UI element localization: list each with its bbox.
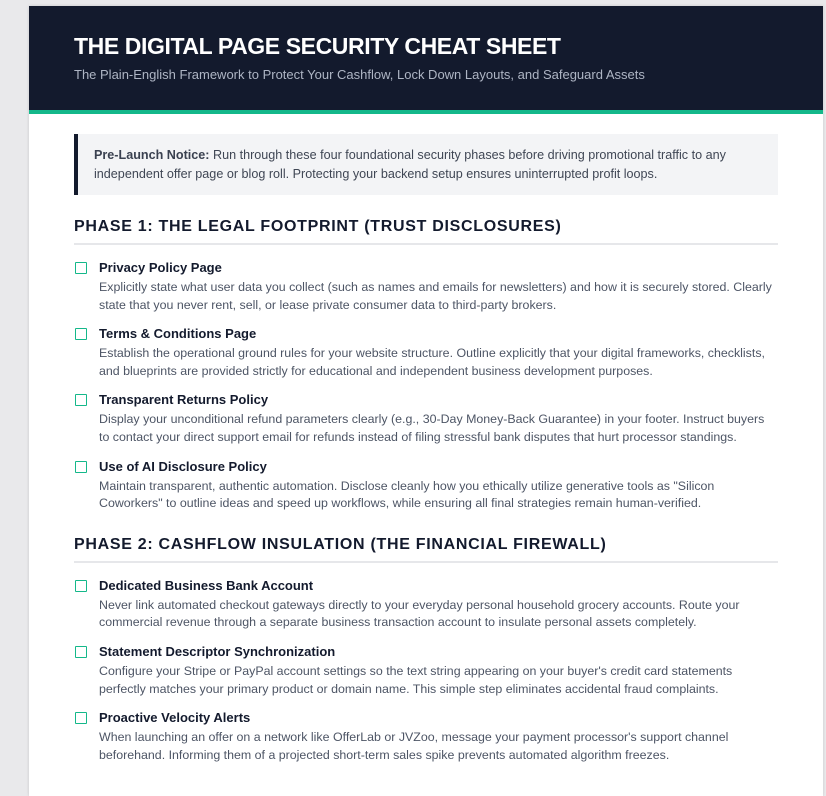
- checkbox-icon[interactable]: [75, 712, 87, 724]
- checklist-item-title: Dedicated Business Bank Account: [99, 577, 314, 593]
- checklist-item-title: Privacy Policy Page: [99, 260, 222, 275]
- checklist-item-velocity-alerts: [74, 710, 778, 764]
- page-header: [29, 6, 823, 114]
- checklist-item-terms-conditions: [74, 326, 778, 380]
- checklist-item-description: Explicitly state what user data you collect (such as names and emails for newsletters) and how it is securely stored. Clearly state that you never rent, sell, or lease private consumer data to third-party brokers.: [99, 280, 772, 312]
- phase-2-checklist: [74, 578, 778, 765]
- page-content: [29, 114, 823, 764]
- checklist-item-description: When launching an offer on a network like OfferLab or JVZoo, message your payment processor's support channel beforehand. Informing them of a projected short-term sales spike prevents automated algorithm freezes.: [99, 730, 729, 762]
- checklist-item-description: Configure your Stripe or PayPal account settings so the text string appearing on your buyer's credit card statements perfectly matches your primary product or domain name. This simple step eliminates accidental fraud complaints.: [99, 663, 733, 696]
- phase-2-title: PHASE 2: CASHFLOW INSULATION (THE FINANCIAL FIREWALL): [74, 536, 778, 563]
- phase-1-title: PHASE 1: THE LEGAL FOOTPRINT (TRUST DISCLOSURES): [74, 218, 778, 245]
- checklist-item-title: Use of AI Disclosure Policy: [99, 458, 267, 474]
- checklist-item-business-bank-account: [74, 578, 778, 632]
- checklist-item-description: Never link automated checkout gateways directly to your everyday personal household grocery accounts. Route your commercial revenue through a separate business transaction account to insulate personal assets completely.: [99, 597, 740, 630]
- checkbox-icon[interactable]: [75, 580, 87, 592]
- checklist-item-ai-disclosure: [74, 459, 778, 513]
- checklist-item-statement-descriptor: [74, 644, 778, 698]
- page-subtitle: The Plain-English Framework to Protect Your Cashflow, Lock Down Layouts, and Safeguard Assets: [74, 67, 645, 82]
- checkbox-icon[interactable]: [75, 646, 87, 658]
- notice-label: Pre-Launch Notice:: [94, 148, 210, 162]
- checkbox-icon[interactable]: [75, 394, 87, 406]
- pre-launch-notice: [74, 134, 778, 195]
- phase-1-checklist: [74, 260, 778, 513]
- checklist-item-title: Proactive Velocity Alerts: [99, 710, 251, 726]
- checkbox-icon[interactable]: [75, 461, 87, 473]
- checkbox-icon[interactable]: [75, 328, 87, 340]
- checklist-item-description: Establish the operational ground rules for your website structure. Outline explicitly that your digital frameworks, checklists, and blueprints are provided strictly for educational and independent business development purposes.: [99, 346, 765, 378]
- checklist-item-title: Terms & Conditions Page: [99, 326, 257, 342]
- checklist-item-description: Maintain transparent, authentic automation. Disclose cleanly how you ethically utilize generative tools as "Silicon Coworkers" to outline ideas and speed up workflows, while ensuring all final strategies remain human-verified.: [99, 478, 715, 511]
- checkbox-icon[interactable]: [75, 262, 87, 274]
- checklist-item-title: Statement Descriptor Synchronization: [99, 643, 336, 659]
- notice-text: Run through these four foundational security phases before driving promotional traffic to any independent offer page or blog roll. Protecting your backend setup ensures uninterrupted profit loops.: [94, 148, 726, 181]
- page-title: THE DIGITAL PAGE SECURITY CHEAT SHEET: [74, 33, 561, 59]
- checklist-item-title: Transparent Returns Policy: [99, 392, 269, 408]
- checklist-item-privacy-policy: [74, 260, 778, 314]
- cheat-sheet-page: [29, 6, 823, 796]
- checklist-item-returns-policy: [74, 392, 778, 446]
- checklist-item-description: Display your unconditional refund parameters clearly (e.g., 30-Day Money-Back Guarantee) in your footer. Instruct buyers to contact your direct support email for refunds instead of filing stressful bank disputes that hurt processor standings.: [99, 412, 765, 444]
